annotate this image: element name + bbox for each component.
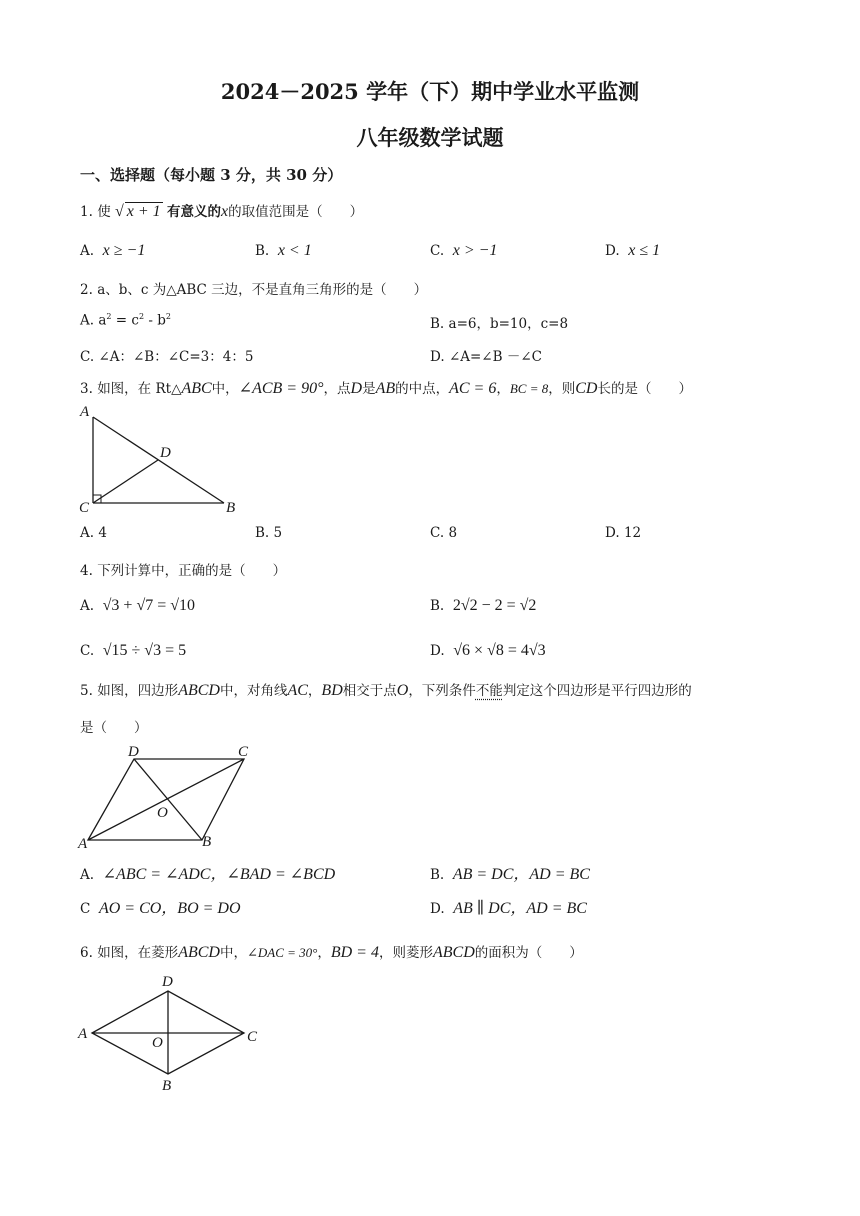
q4-option-b: B. 2√2 − 2 = √2 (430, 597, 537, 614)
question-3: 3. 如图，在 Rt△ABC中，∠ACB = 90°，点D是AB的中点，AC = 6，BC = 8，则CD长的是（ ） (80, 380, 692, 397)
q5-option-d: D. AB ∥ DC，AD = BC (430, 900, 587, 917)
question-5-continued: 是（ ） (80, 720, 148, 736)
q4-option-c: C. √15 ÷ √3 = 5 (80, 642, 187, 659)
q1-option-c: C. x > −1 (430, 242, 498, 259)
question-4: 4. 下列计算中，正确的是（ ） (80, 563, 287, 579)
label-a: A (78, 1026, 88, 1042)
q1-option-b: B. x < 1 (255, 242, 312, 259)
diagonal-bd (134, 759, 202, 840)
label-b: B (202, 834, 212, 850)
rhombus-figure (74, 966, 274, 1096)
q4-option-d: D. √6 × √8 = 4√3 (430, 642, 546, 659)
label-o: O (152, 1035, 163, 1051)
q3-option-d: D. 12 (605, 525, 642, 541)
q3-option-a: A. 4 (80, 525, 107, 541)
q1-option-a: A. x ≥ −1 (80, 242, 146, 259)
q3-option-c: C. 8 (430, 525, 458, 541)
question-number: 2. (80, 282, 93, 298)
label-c: C (238, 744, 249, 760)
q1-option-d: D. x ≤ 1 (605, 242, 661, 259)
page-title: 2024－2025 学年（下）期中学业水平监测 (220, 79, 640, 104)
page-subtitle: 八年级数学试题 (356, 125, 504, 150)
label-b: B (162, 1078, 172, 1094)
question-5: 5. 如图，四边形ABCD中，对角线AC，BD相交于点O，下列条件不能判定这个四边形是平行四边形的 (80, 682, 692, 699)
question-6: 6. 如图，在菱形ABCD中，∠DAC = 30°，BD = 4，则菱形ABCD的面积为（ ） (80, 944, 583, 961)
question-2: 2. a、b、c 为△ABC 三边，不是直角三角形的是（ ） (80, 282, 428, 298)
label-c: C (247, 1029, 258, 1045)
question-1: 1. 使 √ x + 1 有意义的x的取值范围是（ ） (80, 203, 364, 220)
label-a: A (80, 404, 90, 420)
q5-option-a: A. ∠ABC = ∠ADC，∠BAD = ∠BCD (80, 866, 336, 883)
q4-option-a: A. √3 + √7 = √10 (80, 597, 196, 614)
question-number: 1. (80, 204, 93, 220)
parallelogram-figure (74, 740, 264, 850)
label-d: D (162, 974, 173, 990)
label-d: D (128, 744, 139, 760)
q5-option-c: C AO = CO，BO = DO (80, 900, 241, 917)
q2-option-c: C. ∠A：∠B：∠C=3：4：5 (80, 349, 254, 365)
q5-option-b: B. AB = DC，AD = BC (430, 866, 590, 883)
segment-cd (93, 460, 158, 503)
section-heading: 一、选择题（每小题 3 分，共 30 分） (80, 166, 343, 184)
triangle-figure (74, 402, 244, 516)
label-d: D (160, 445, 171, 461)
q2-option-a: A. $a^2 = c^2 - b^2$ (80, 312, 171, 329)
q3-option-b: B. 5 (255, 525, 283, 541)
q2-option-d: D. ∠A=∠B －∠C (430, 349, 542, 365)
label-b: B (226, 500, 236, 516)
q2-option-b: B. a=6，b=10，c=8 (430, 316, 569, 332)
label-c: C (79, 500, 90, 516)
label-o: O (157, 805, 168, 821)
label-a: A (78, 836, 88, 850)
sqrt-expression: √ x + 1 (114, 203, 161, 220)
